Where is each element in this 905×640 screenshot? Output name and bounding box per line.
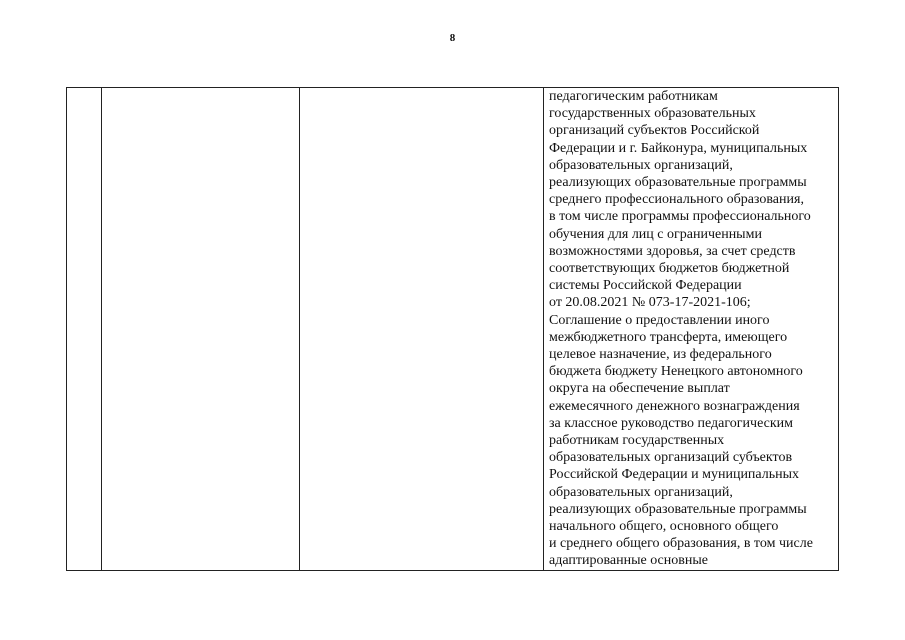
text-line: образовательных организаций, [549,157,733,173]
text-line: системы Российской Федерации [549,278,742,294]
text-line: среднего профессионального образования, [549,192,804,208]
column-divider [299,88,300,570]
text-line: округа на обеспечение выплат [549,381,730,397]
text-line: реализующих образовательные программы [549,501,807,517]
column-divider [543,88,544,570]
text-line: работникам государственных [549,433,725,449]
text-line: обучения для лиц с ограниченными [549,226,762,242]
text-line: межбюджетного трансферта, имеющего [549,329,788,345]
document-table [66,87,839,571]
text-line: Федерации и г. Байконура, муниципальных [549,140,808,156]
text-line: бюджета бюджету Ненецкого автономного [549,364,803,380]
text-line: от 20.08.2021 № 073-17-2021-106; [549,295,751,311]
text-line: педагогическим работникам [549,89,718,104]
text-line: государственных образовательных [549,106,756,122]
text-line: адаптированные основные [549,553,708,569]
text-line: целевое назначение, из федерального [549,347,772,363]
text-line: соответствующих бюджетов бюджетной [549,261,790,277]
page-number: 8 [449,32,456,44]
text-line: в том числе программы профессионального [549,209,811,225]
text-line: Соглашение о предоставлении иного [549,312,770,328]
table-cell-text [549,88,839,570]
text-line: образовательных организаций субъектов [549,450,793,466]
text-line: организаций субъектов Российской [549,123,760,139]
text-line: образовательных организаций, [549,484,733,500]
text-line: ежемесячного денежного вознаграждения [549,398,800,414]
text-line: начального общего, основного общего [549,519,779,535]
column-divider [101,88,102,570]
text-line: за классное руководство педагогическим [549,415,793,431]
text-line: реализующих образовательные программы [549,175,807,191]
text-line: возможностями здоровья, за счет средств [549,243,796,259]
text-line: Российской Федерации и муниципальных [549,467,800,483]
text-line: и среднего общего образования, в том числе [549,536,813,552]
